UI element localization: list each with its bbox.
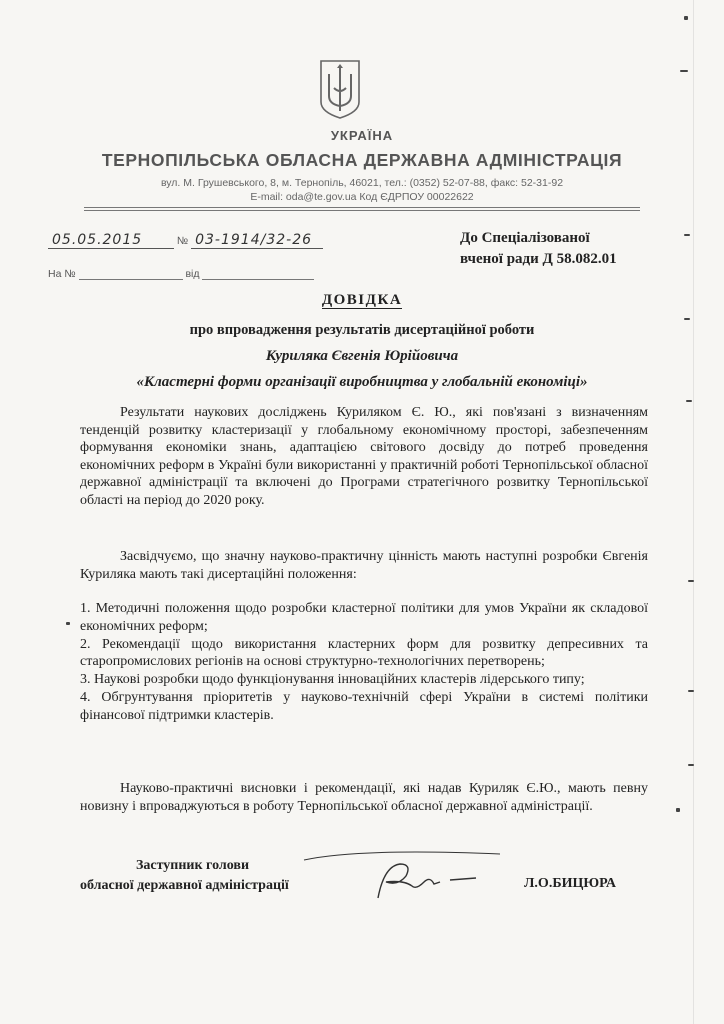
scan-speck: [688, 690, 694, 692]
scan-speck: [684, 318, 690, 320]
outgoing-date: 05.05.2015: [48, 232, 174, 249]
letterhead-address: вул. М. Грушевського, 8, м. Тернопіль, 46021, тел.: (0352) 52-07-88, факс: 52-31-92: [160, 177, 564, 189]
ref-label: На №: [48, 268, 76, 280]
addressee-line2: вченої ради Д 58.082.01: [460, 251, 617, 267]
handwritten-signature: [300, 846, 510, 906]
outgoing-reg-number: 03-1914/32-26: [191, 232, 323, 249]
reference-line: [48, 268, 314, 280]
list-item: 2. Рекомендації щодо використання кластерних форм для розвитку депресивних та старопромислових регіонів на основі структурно-технологічних перетворень;: [80, 636, 648, 670]
letterhead-country: УКРАЇНА: [330, 128, 394, 143]
provisions-list: [80, 600, 648, 725]
body-paragraph-3: Науково-практичні висновки і рекомендації, які надав Куриляк Є.Ю., мають певну новизну і впроваджуються в роботу Тернопільської обласної державної адміністрації.: [80, 781, 648, 814]
body-paragraph-1: Результати наукових досліджень Куриляком Є. Ю., які пов'язані з визначенням тенденцій розвитку кластеризації у глобальному економічному просторі, забезпеченням формування економіки знань, адаптацією світового досвіду до потреб проведення економічних реформ в Україні були використанні у практичній роботі Тернопільської обласної державної адміністрації та включені до Програми стратегічного розвитку Тернопільської області на період до 2020 року.: [80, 405, 648, 508]
document-author: Куриляка Євгенія Юрійовича: [265, 348, 459, 364]
signer-position: [80, 856, 289, 896]
from-label: від: [185, 268, 200, 280]
scan-speck: [66, 622, 70, 625]
signer-position-line2: обласної державної адміністрації: [80, 878, 289, 893]
list-item: 3. Наукові розробки щодо функціонування інноваційних кластерів лідерського типу;: [80, 672, 585, 688]
addressee: [460, 228, 617, 270]
letterhead-email: E-mail: oda@te.gov.ua Код ЄДРПОУ 00022622: [250, 191, 474, 203]
from-blank: [202, 279, 314, 280]
signer-name: Л.О.БИЦЮРА: [524, 876, 616, 891]
dissertation-topic: «Кластерні форми організації виробництва у глобальній економіці»: [136, 374, 588, 390]
letterhead-administration: ТЕРНОПІЛЬСЬКА ОБЛАСНА ДЕРЖАВНА АДМІНІСТРАЦІЯ: [101, 150, 623, 170]
scan-speck: [686, 400, 692, 402]
list-item: 1. Методичні положення щодо розробки кластерної політики для умов України як складової економічних реформ;: [80, 601, 648, 634]
number-label: №: [176, 235, 189, 247]
list-item: 4. Обгрунтування пріоритетів у науково-технічній сфері України в системі політики фінансової підтримки кластерів.: [80, 689, 648, 723]
body-paragraph-2: Засвідчуємо, що значну науково-практичну цінність мають наступні розробки Євгенія Куриляка мають такі дисертаційні положення:: [80, 549, 648, 582]
scan-speck: [676, 808, 680, 812]
scan-speck: [688, 580, 694, 582]
document-subtitle: про впровадження результатів дисертаційної роботи: [189, 322, 535, 338]
signer-position-line1: Заступник голови: [136, 858, 250, 873]
document-title-text: ДОВІДКА: [321, 292, 403, 308]
outgoing-number: [48, 232, 323, 249]
scan-speck: [688, 764, 694, 766]
letterhead-rule: [84, 207, 640, 208]
trident-emblem-icon: [318, 58, 362, 120]
scan-speck: [684, 16, 688, 20]
scan-speck: [680, 70, 688, 72]
scan-speck: [684, 234, 690, 236]
letterhead-rule: [84, 210, 640, 211]
ref-blank: [79, 279, 183, 280]
addressee-line1: До Спеціалізованої: [460, 230, 590, 246]
document-title: [0, 292, 724, 309]
